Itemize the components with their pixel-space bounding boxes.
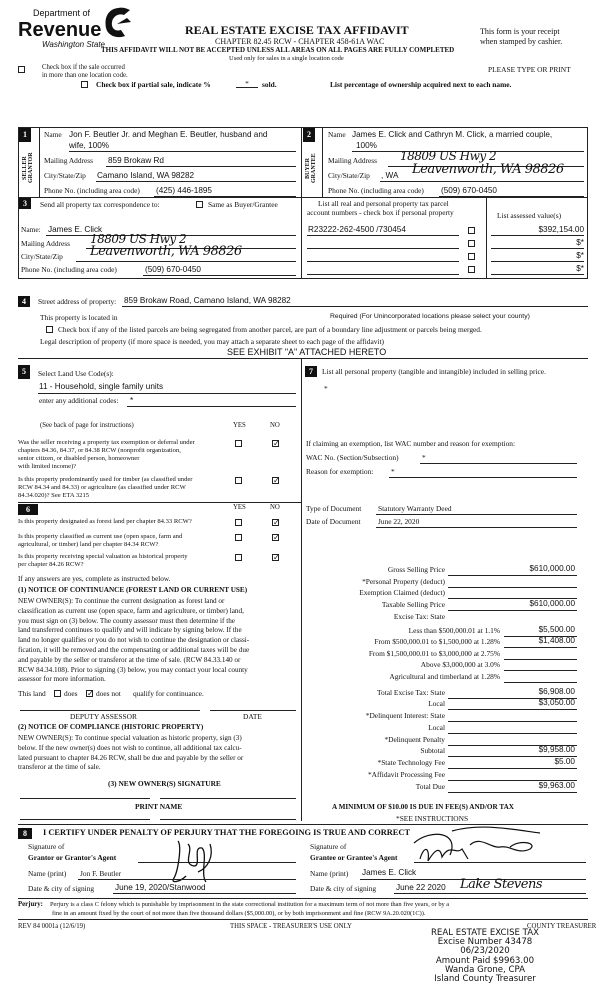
exemption-label: If claiming an exemption, list WAC number and reason for exemption: — [306, 439, 516, 448]
notice-text: NEW OWNER(S): To continue the current designation as forest land or — [18, 597, 225, 605]
no-header: NO — [270, 422, 280, 429]
personal-property-checkbox[interactable] — [468, 240, 475, 247]
grantor-date-field[interactable]: June 19, 2020/Stanwood — [115, 883, 206, 892]
tax-row-label: From $500,000.01 to $1,500,000 at 1.28% — [374, 637, 500, 646]
stamp-treasurer-name: Wanda Grone, CPA — [444, 964, 526, 975]
no-header: NO — [270, 504, 280, 511]
tax-row-label: Excise Tax: State — [393, 612, 445, 621]
buyer-name-field[interactable]: James E. Click and Cathryn M. Click, a married couple, — [352, 130, 553, 139]
tax-row-label: Local — [428, 723, 445, 732]
tax-row-label: *Delinquent Interest: State — [365, 711, 445, 720]
buyer-side-label: BUYER GRANTEE — [305, 153, 317, 183]
yes-header: YES — [233, 422, 246, 429]
additional-codes-label: enter any additional codes: — [39, 396, 119, 405]
corr-city-field[interactable]: Leavenworth, WA 98826 — [90, 244, 242, 259]
tax-row-label: Total Excise Tax: State — [377, 688, 445, 697]
personal-property-checkbox[interactable] — [468, 266, 475, 273]
seller-mailing-label: Mailing Address — [44, 156, 94, 165]
does-not-checkbox[interactable]: ✓ — [87, 689, 94, 698]
multi-location-checkbox[interactable] — [18, 66, 25, 73]
deputy-date-line[interactable]: DATE — [243, 712, 262, 721]
assessed-header: List assessed value(s) — [497, 211, 562, 220]
perjury-text: Perjury is a class C felony which is punishable by imprisonment in the state correctional institution for a maximum term of not more than five years, or by a — [50, 901, 450, 908]
treasurer-only-note: THIS SPACE - TREASURER'S USE ONLY — [230, 923, 352, 930]
does-checkbox[interactable] — [54, 690, 61, 697]
tax-row-value[interactable]: $5.00 — [554, 757, 575, 766]
seller-phone-field[interactable]: (425) 446-1895 — [156, 186, 212, 195]
notice-text: NEW OWNER(S): To continue special valuation as historic property, sign (3) — [18, 734, 242, 742]
same-as-buyer-checkbox[interactable] — [196, 201, 203, 208]
tax-row-value[interactable]: $5,500.00 — [538, 625, 575, 634]
tax-row-label: *Personal Property (deduct) — [362, 577, 445, 586]
reason-label: Reason for exemption: — [306, 467, 374, 476]
assessed-value-field[interactable]: $* — [576, 264, 584, 273]
reason-field[interactable]: * — [391, 467, 395, 476]
tax-row-label: Taxable Selling Price — [381, 600, 445, 609]
corr-mailing-label: Mailing Address — [21, 239, 71, 248]
notice-text: land no longer qualifies or you do not wish to continue the designation or classi- — [18, 636, 250, 645]
seller-name-field-2[interactable]: wife, 100% — [69, 141, 110, 150]
notice-text: below. If the new owner(s) does not wish to continue, all additional tax calcu- — [18, 743, 242, 752]
segregated-checkbox[interactable] — [46, 326, 53, 333]
section-2-number: 2 — [303, 128, 315, 142]
question-no-checkbox[interactable]: ✓ — [273, 533, 280, 542]
correspondence-label: Send all property tax correspondence to: — [40, 200, 160, 209]
list-pct-note: List percentage of ownership acquired next to each name. — [330, 80, 512, 89]
tax-row-label: Gross Selling Price — [387, 565, 445, 574]
parcel-number-field[interactable]: R23222-262-4500 /730454 — [308, 225, 406, 234]
partial-sale-sold: sold. — [262, 80, 277, 89]
deputy-assessor-line[interactable]: DEPUTY ASSESSOR — [70, 712, 137, 721]
logo-swoosh-icon — [103, 6, 133, 40]
used-only-text: Used only for sales in a single location code — [229, 55, 344, 62]
notice-text: fication, it will be removed and the compensating or additional taxes will be due — [18, 646, 250, 654]
warning-text: THIS AFFIDAVIT WILL NOT BE ACCEPTED UNLESS ALL AREAS ON ALL PAGES ARE FULLY COMPLETED — [101, 46, 455, 54]
yes-header: YES — [233, 504, 246, 511]
does-not-label: does not — [96, 689, 121, 698]
question-no-checkbox[interactable]: ✓ — [273, 476, 280, 485]
question-text: Was the seller receiving a property tax exemption or deferral under — [18, 439, 195, 446]
street-field[interactable]: 859 Brokaw Road, Camano Island, WA 98282 — [124, 296, 291, 305]
notice-text: transferor at the time of sale. — [18, 763, 101, 772]
section-8-number: 8 — [18, 828, 32, 839]
does-label: does — [64, 689, 78, 698]
logo-name: Revenue — [18, 19, 102, 41]
question-text: Is this property receiving special valuation as historical property — [18, 553, 188, 560]
corr-name-label: Name: — [21, 225, 41, 234]
treasurer-stamp — [420, 929, 550, 984]
notice-text: RCW 84.34.108). Prior to signing (3) below, you may contact your local county — [18, 665, 248, 674]
buyer-city-field[interactable]: Leavenworth, WA 98826 — [412, 162, 564, 177]
grantee-signature[interactable] — [400, 825, 550, 875]
grantor-name-field[interactable]: Jon F. Beutler — [80, 869, 122, 878]
notice1-title: (1) NOTICE OF CONTINUANCE (FOREST LAND OR CURRENT USE) — [18, 586, 248, 594]
buyer-city-label: City/State/Zip — [328, 171, 370, 180]
question-text: per chapter 84.26 RCW? — [18, 561, 84, 568]
receipt-note: This form is your receipt — [480, 27, 560, 36]
section-1-number: 1 — [19, 128, 31, 142]
tax-row-value[interactable]: $6,908.00 — [538, 687, 575, 696]
question-text: chapters 84.36, 84.37, or 84.38 RCW (nonprofit organization, — [18, 447, 181, 454]
question-no-checkbox[interactable]: ✓ — [273, 553, 280, 562]
legal-label: Legal description of property (if more space is needed, you may attach a separate sheet to each page of the affidavit) — [40, 337, 384, 346]
form-revision: REV 84 0001a (12/6/19) — [18, 923, 86, 930]
grantee-agent-label: Grantee or Grantee's Agent — [310, 853, 398, 862]
tax-row-label: Agricultural and timberland at 1.28% — [389, 672, 500, 681]
assessed-value-field[interactable]: $* — [576, 251, 584, 260]
instructions-note: (See back of page for instructions) — [40, 422, 134, 429]
tax-row-label: *Affidavit Processing Fee — [367, 770, 445, 779]
stamp-line: REAL ESTATE EXCISE TAX — [430, 928, 540, 938]
grantee-date-label: Date & city of signing — [310, 884, 377, 893]
notice2-title: (2) NOTICE OF COMPLIANCE (HISTORIC PROPERTY) — [18, 723, 204, 731]
seller-name-label: Name — [44, 130, 62, 139]
grantee-date-field[interactable]: June 22 2020 — [396, 883, 446, 892]
legal-description-field[interactable]: SEE EXHIBIT "A" ATTACHED HERETO — [227, 347, 387, 357]
multi-location-label: in more than one location code. — [42, 72, 128, 79]
land-use-label: Select Land Use Code(s): — [38, 369, 114, 378]
located-label: This property is located in — [40, 313, 118, 322]
tax-row-label: *State Technology Fee — [377, 758, 445, 767]
perjury-label: Perjury: — [18, 901, 43, 908]
receipt-note: when stamped by cashier. — [480, 37, 563, 46]
notice-text: land transferred continues to qualify and will indicate by signing below. If the — [18, 626, 242, 635]
perjury-text-2: fine in an amount fixed by the court of not more than five thousand dollars ($5,000.00), or by both imprisonment and fine (RCW 9A.20.020(1C)). — [52, 910, 426, 917]
notice-text: and payable by the seller or transferor at the time of sale. (RCW 84.33.140 or — [18, 655, 241, 664]
section-4-number: 4 — [18, 296, 30, 307]
form-title: REAL ESTATE EXCISE TAX AFFIDAVIT — [185, 23, 409, 37]
corr-phone-field[interactable]: (509) 670-0450 — [145, 265, 201, 274]
tax-row-label: Subtotal — [420, 746, 445, 755]
buyer-city-typed: , WA — [381, 171, 399, 180]
tax-row-value[interactable]: $9,958.00 — [538, 745, 575, 754]
buyer-mailing-field[interactable]: 18809 US Hwy 2 — [400, 149, 497, 163]
seller-city-field[interactable]: Camano Island, WA 98282 — [97, 171, 195, 180]
corr-phone-label: Phone No. (including area code) — [21, 265, 117, 274]
notice-text: assessor for more information. — [18, 675, 106, 684]
grantor-agent-label: Grantor or Grantor's Agent — [28, 853, 117, 862]
seller-side-label: SELLER GRANTOR — [22, 152, 34, 184]
buyer-phone-label: Phone No. (including area code) — [328, 186, 424, 195]
buyer-phone-field[interactable]: (509) 670-0450 — [441, 186, 497, 195]
if-any-note: If any answers are yes, complete as instructed below. — [18, 575, 171, 583]
seller-city-label: City/State/Zip — [44, 171, 86, 180]
logo-state: Washington State — [42, 40, 106, 49]
land-use-code-select[interactable]: 11 - Household, single family units — [39, 382, 164, 391]
doc-type-label: Type of Document — [306, 504, 362, 513]
personal-property-field[interactable]: * — [324, 384, 328, 393]
doc-date-field[interactable]: June 22, 2020 — [378, 517, 420, 526]
qualify-label: qualify for continuance. — [133, 689, 204, 698]
question-yes-checkbox[interactable] — [235, 477, 242, 484]
section-7-number: 7 — [305, 366, 317, 377]
wac-label: WAC No. (Section/Subsection) — [306, 453, 399, 462]
question-no-checkbox[interactable]: ✓ — [273, 439, 280, 448]
tax-row-value[interactable]: $610,000.00 — [529, 599, 575, 608]
tax-row-value[interactable]: $1,408.00 — [538, 636, 575, 645]
county-treasurer-label: COUNTY TREASURER — [527, 923, 597, 930]
personal-property-checkbox[interactable] — [468, 227, 475, 234]
section-3-number: 3 — [19, 198, 31, 209]
section-5-number: 5 — [18, 365, 30, 379]
stamp-county: Island County Treasurer — [434, 974, 536, 985]
corr-city-label: City/State/Zip — [21, 252, 63, 261]
stamp-amount-paid: Amount Paid $9963.00 — [435, 955, 535, 966]
stamp-excise-number: Excise Number 43478 — [437, 937, 533, 948]
doc-type-field[interactable]: Statutory Warranty Deed — [378, 504, 452, 513]
partial-sale-percent[interactable]: * — [236, 80, 258, 88]
grantee-name-label: Name (print) — [310, 869, 349, 878]
corr-name-field[interactable]: James E. Click — [48, 225, 103, 234]
question-text: 84.34.020)? See ETA 3215 — [18, 492, 90, 499]
additional-codes-field[interactable]: * — [130, 396, 134, 405]
question-yes-checkbox[interactable] — [235, 534, 242, 541]
buyer-name-field-2[interactable]: 100% — [356, 141, 377, 150]
partial-sale-label: Check box if partial sale, indicate % — [96, 80, 211, 89]
notice-text: lated pursuant to chapter 84.26 RCW, shall be due and payable by the seller or — [18, 753, 244, 762]
same-as-buyer-label: Same as Buyer/Grantee — [208, 200, 278, 209]
buyer-name-label: Name — [328, 130, 346, 139]
wac-field[interactable]: * — [422, 453, 426, 462]
street-label: Street address of property: — [38, 297, 117, 306]
notice-text: you must sign on (3) below. The county assessor must then determine if the — [18, 616, 235, 625]
parcels-header: List all real and personal property tax parcel — [318, 199, 449, 208]
tax-row-label: Local — [428, 699, 445, 708]
personal-property-checkbox[interactable] — [468, 253, 475, 260]
new-owner-signature-label: (3) NEW OWNER(S) SIGNATURE — [108, 779, 221, 788]
personal-property-label: List all personal property (tangible and intangible) included in selling price. — [322, 367, 546, 376]
seller-mailing-field[interactable]: 859 Brokaw Rd — [108, 156, 164, 165]
tax-row-label: Total Due — [415, 782, 445, 791]
question-yes-checkbox[interactable] — [235, 440, 242, 447]
see-instructions-note: *SEE INSTRUCTIONS — [396, 814, 469, 823]
multi-location-label: Check box if the sale occurred — [42, 64, 125, 71]
grantee-name-field[interactable]: James E. Click — [362, 868, 417, 877]
question-text: RCW 84.34 and 84.33) or agriculture (as classified under RCW — [18, 484, 186, 491]
tax-row-label: From $1,500,000.01 to $3,000,000 at 2.75% — [368, 649, 500, 658]
grantee-city-field[interactable]: Lake Stevens — [460, 877, 542, 892]
tax-row-label: Exemption Claimed (deduct) — [359, 588, 445, 597]
sig-of-label: Signature of — [28, 842, 65, 851]
form-chapter: CHAPTER 82.45 RCW - CHAPTER 458-61A WAC — [215, 37, 385, 46]
question-yes-checkbox[interactable] — [235, 519, 242, 526]
notice-text: classification as current use (open space, farm and agriculture, or timber) land, — [18, 606, 244, 615]
assessed-value-field[interactable]: $392,154.00 — [538, 225, 584, 234]
certify-title: I CERTIFY UNDER PENALTY OF PERJURY THAT THE FOREGOING IS TRUE AND CORRECT — [43, 828, 411, 837]
minimum-note: A MINIMUM OF $10.00 IS DUE IN FEE(S) AND/OR TAX — [332, 803, 514, 811]
this-land-label: This land — [18, 689, 46, 698]
print-name-label: PRINT NAME — [135, 802, 183, 811]
buyer-mailing-label: Mailing Address — [328, 156, 378, 165]
seller-name-field[interactable]: Jon F. Beutler Jr. and Meghan E. Beutler, husband and — [69, 130, 268, 139]
tax-row-label: *Delinquent Penalty — [384, 735, 445, 744]
assessed-value-field[interactable]: $* — [576, 238, 584, 247]
parcels-header-2: account numbers - check box if personal property — [307, 208, 454, 217]
question-text: Is this property predominantly used for timber (as classified under — [18, 476, 193, 483]
logo-dept: Department of — [33, 8, 91, 18]
seller-phone-label: Phone No. (including area code) — [44, 186, 140, 195]
question-yes-checkbox[interactable] — [235, 554, 242, 561]
question-no-checkbox[interactable]: ✓ — [273, 518, 280, 527]
corr-mailing-field[interactable]: 18809 US Hwy 2 — [90, 232, 187, 246]
tax-row-value[interactable]: $9,963.00 — [538, 781, 575, 790]
stamp-date: 06/23/2020 — [460, 946, 510, 957]
please-type-note: PLEASE TYPE OR PRINT — [488, 65, 571, 74]
segregated-label: Check box if any of the listed parcels are being segregated from another parcel, are part of a boundary line adjustment or parcels being merged. — [58, 325, 482, 334]
partial-sale-checkbox[interactable] — [81, 81, 88, 88]
grantor-date-label: Date & city of signing — [28, 884, 95, 893]
question-text: senior citizen, or disabled person, homeowner — [18, 455, 140, 462]
tax-row-value[interactable]: $3,050.00 — [538, 698, 575, 707]
question-text: with limited income)? — [18, 463, 77, 470]
question-text: Is this property classified as current use (open space, farm and — [18, 533, 183, 540]
tax-row-value[interactable]: $610,000.00 — [529, 564, 575, 573]
sig-of-label: Signature of — [310, 842, 347, 851]
question-text: Is this property designated as forest land per chapter 84.33 RCW? — [18, 518, 192, 525]
county-select[interactable]: Required (For Unincorporated locations please select your county) — [330, 313, 530, 320]
grantor-name-label: Name (print) — [28, 869, 67, 878]
tax-row-label: Above $3,000,000 at 3.0% — [420, 660, 500, 669]
section-6-number: 6 — [18, 504, 38, 515]
tax-row-label: Less than $500,000.01 at 1.1% — [408, 626, 500, 635]
question-text: agricultural, or timber) land per chapter 84.34 RCW? — [18, 541, 159, 548]
doc-date-label: Date of Document — [306, 517, 361, 526]
